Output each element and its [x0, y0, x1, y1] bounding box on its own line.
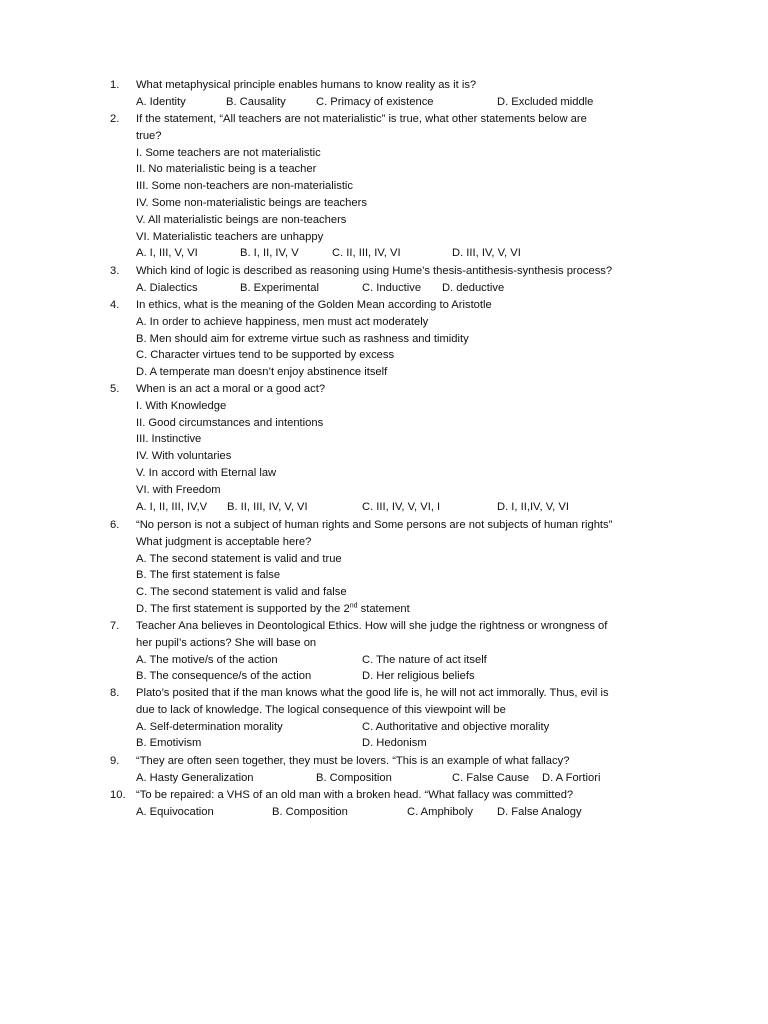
option-b: B. Composition — [316, 771, 392, 784]
option-c: C. Inductive — [362, 281, 422, 294]
question-text: Plato’s posited that if the man knows what the good life is, he will not act immorally. Thus, evil is — [136, 687, 609, 699]
question-number: 6. — [110, 519, 120, 531]
option-b: B. I, II, IV, V — [240, 247, 299, 260]
option-c: C. Amphiboly — [407, 805, 473, 818]
question-text-line-1: If the statement, “All teachers are not materialistic” is true, what other statements below are — [136, 113, 587, 125]
question-number: 3. — [110, 265, 120, 277]
answer-options-row-2 — [136, 668, 692, 685]
question-text: When is an act a moral or a good act? — [136, 383, 326, 395]
answer-option: B. The first statement is false — [136, 569, 281, 582]
option-c: C. False Cause — [452, 771, 530, 784]
option-d: D. I, II,IV, V, VI — [497, 500, 569, 513]
statement-item: V. All materialistic beings are non-teachers — [136, 213, 347, 226]
answer-options — [136, 770, 692, 787]
question-text-line-2: her pupil’s actions? She will base on — [136, 636, 317, 649]
statement-item: II. Good circumstances and intentions — [136, 416, 324, 429]
question-text: Teacher Ana believes in Deontological Ethics. How will she judge the rightness or wrongness of — [136, 620, 608, 632]
option-c: C. Primacy of existence — [316, 95, 434, 108]
answer-options — [136, 804, 692, 821]
option-a: A. Hasty Generalization — [136, 771, 254, 784]
option-a: A. Identity — [136, 95, 186, 108]
answer-options-row-1 — [136, 652, 692, 669]
option-d-tail: statement — [357, 602, 410, 615]
answer-option: D. A temperate man doesn’t enjoy abstinence itself — [136, 366, 388, 379]
superscript: nd — [349, 602, 358, 610]
statement-item: IV. Some non-materialistic beings are teachers — [136, 196, 367, 209]
statement-item: III. Some non-teachers are non-materialistic — [136, 180, 354, 193]
question-number: 8. — [110, 687, 120, 699]
option-a: A. I, III, V, VI — [136, 247, 198, 260]
answer-options — [136, 245, 692, 262]
question-text: “No person is not a subject of human rights and Some persons are not subjects of human rights” — [136, 519, 613, 531]
question-text: What metaphysical principle enables humans to know reality as it is? — [136, 79, 477, 91]
option-d: D. Her religious beliefs — [362, 670, 475, 683]
answer-options — [136, 94, 692, 111]
option-a: A. Dialectics — [136, 281, 198, 294]
question-number: 2. — [110, 113, 120, 125]
question-number: 10. — [110, 789, 126, 801]
answer-options-row-1 — [136, 719, 692, 736]
option-d: D. Excluded middle — [497, 95, 594, 108]
option-a: A. I, II, III, IV,V — [136, 500, 208, 513]
question-number: 1. — [110, 79, 120, 91]
option-c: C. Authoritative and objective morality — [362, 720, 550, 733]
statement-item: IV. With voluntaries — [136, 450, 232, 463]
statement-item: VI. Materialistic teachers are unhappy — [136, 230, 324, 243]
statement-item: I. Some teachers are not materialistic — [136, 146, 321, 159]
option-b: B. The consequence/s of the action — [136, 670, 312, 683]
question-text: Which kind of logic is described as reasoning using Hume’s thesis-antithesis-synthesis process? — [136, 265, 613, 277]
statement-item: II. No materialistic being is a teacher — [136, 163, 317, 176]
answer-option: B. Men should aim for extreme virtue such as rashness and timidity — [136, 332, 469, 345]
question-text-line-2: What judgment is acceptable here? — [136, 535, 312, 548]
statement-item: III. Instinctive — [136, 433, 202, 446]
answer-option — [136, 601, 692, 618]
question-text-line-2: true? — [136, 129, 162, 142]
question-text: “To be repaired: a VHS of an old man with a broken head. “What fallacy was committed? — [136, 789, 574, 801]
option-a: A. Equivocation — [136, 805, 214, 818]
answer-options-row-2 — [136, 735, 692, 752]
question-text: In ethics, what is the meaning of the Golden Mean according to Aristotle — [136, 299, 492, 311]
answer-options — [136, 499, 692, 516]
answer-option: A. In order to achieve happiness, men must act moderately — [136, 315, 429, 328]
option-a: A. Self-determination morality — [136, 720, 283, 733]
answer-option: C. Character virtues tend to be supported by excess — [136, 349, 395, 362]
statement-item: VI. with Freedom — [136, 483, 221, 496]
question-number: 7. — [110, 620, 120, 632]
option-d: D. deductive — [442, 281, 505, 294]
answer-option: C. The second statement is valid and false — [136, 586, 347, 599]
question-number: 5. — [110, 383, 120, 395]
option-c: C. III, IV, V, VI, I — [362, 500, 441, 513]
option-b: B. Causality — [226, 95, 286, 108]
statement-item: V. In accord with Eternal law — [136, 466, 277, 479]
option-a: A. The motive/s of the action — [136, 653, 278, 666]
statement-item: I. With Knowledge — [136, 399, 227, 412]
question-text: “They are often seen together, they must be lovers. “This is an example of what fallacy? — [136, 755, 570, 767]
option-b: B. Composition — [272, 805, 348, 818]
question-number: 4. — [110, 299, 120, 311]
answer-option: A. The second statement is valid and true — [136, 552, 342, 565]
option-b: B. Emotivism — [136, 737, 202, 750]
question-text-line-2: due to lack of knowledge. The logical consequence of this viewpoint will be — [136, 703, 506, 716]
option-d: D. A Fortiori — [542, 771, 601, 784]
option-b: B. II, III, IV, V, VI — [227, 500, 308, 513]
option-b: B. Experimental — [240, 281, 319, 294]
option-c: C. II, III, IV, VI — [332, 247, 401, 260]
option-d: D. Hedonism — [362, 737, 427, 750]
option-d: D. III, IV, V, VI — [452, 247, 521, 260]
option-d: D. False Analogy — [497, 805, 582, 818]
answer-options — [136, 280, 692, 297]
option-c: C. The nature of act itself — [362, 653, 487, 666]
option-d-text: D. The first statement is supported by the 2 — [136, 602, 350, 615]
question-number: 9. — [110, 755, 120, 767]
